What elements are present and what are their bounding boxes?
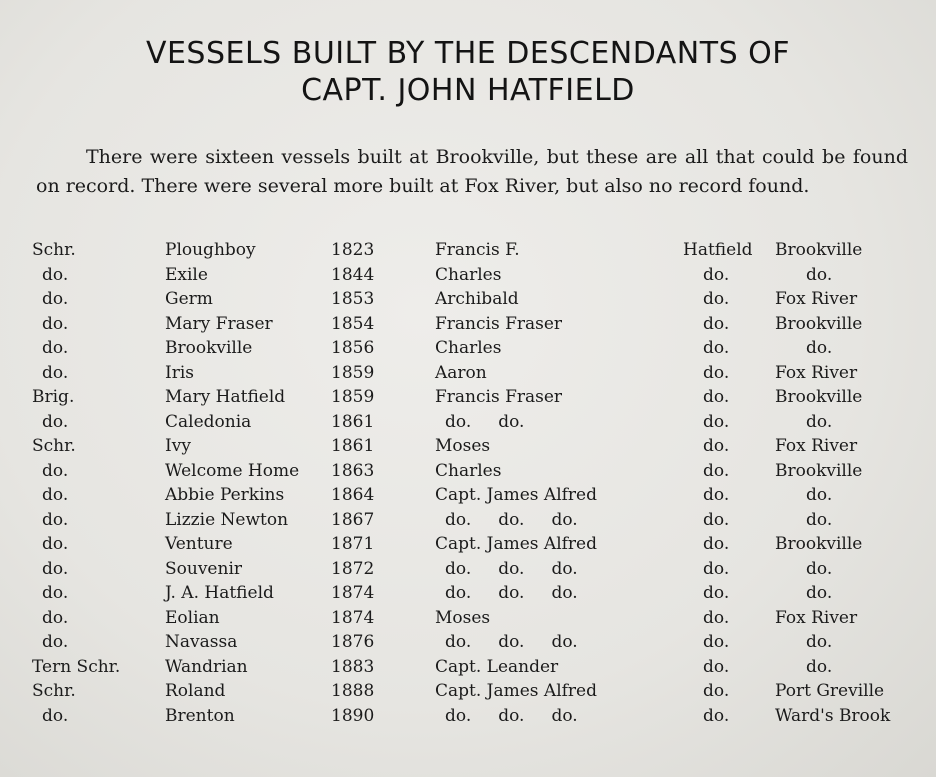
vessel-family: do. <box>703 632 730 652</box>
vessel-family: do. <box>703 534 730 554</box>
vessel-family: do. <box>703 681 730 701</box>
vessel-family: do. <box>703 705 730 726</box>
vessel-type: do. <box>42 338 69 358</box>
vessel-year: 1890 <box>331 705 375 726</box>
table-row <box>0 312 936 337</box>
table-row <box>0 434 936 459</box>
vessel-year: 1844 <box>331 264 375 285</box>
vessel-year: 1856 <box>331 338 375 358</box>
vessel-type: do. <box>42 558 69 579</box>
vessel-year: 1874 <box>331 607 375 628</box>
table-row <box>0 459 936 484</box>
vessel-builder: Capt. James Alfred <box>435 485 597 505</box>
vessel-place: do. <box>806 558 833 579</box>
vessel-place: do. <box>806 338 833 358</box>
vessel-family: do. <box>703 485 730 505</box>
vessel-builder: Capt. James Alfred <box>435 681 597 701</box>
vessel-family: do. <box>703 313 730 334</box>
vessel-name: Souvenir <box>165 558 243 579</box>
vessel-name: Abbie Perkins <box>165 485 285 505</box>
vessel-type: do. <box>42 362 69 383</box>
vessel-family: do. <box>703 338 730 358</box>
vessel-type: do. <box>42 264 69 285</box>
vessel-type: Brig. <box>32 387 75 407</box>
vessel-place: Ward's Brook <box>775 705 891 726</box>
table-row <box>0 704 936 729</box>
vessel-builder: Aaron <box>435 362 487 383</box>
vessel-builder: Francis Fraser <box>435 313 563 334</box>
vessel-name: Brookville <box>165 338 253 358</box>
table-row <box>0 238 936 263</box>
vessels-table <box>0 238 936 728</box>
vessel-name: Iris <box>165 362 195 383</box>
vessel-name: Wandrian <box>165 656 248 677</box>
vessel-place: Fox River <box>775 436 858 456</box>
table-row <box>0 385 936 410</box>
vessel-name: Welcome Home <box>165 460 300 481</box>
vessel-place: Fox River <box>775 607 858 628</box>
table-row <box>0 581 936 606</box>
vessel-builder: do. do. do. <box>445 509 578 530</box>
vessel-place: do. <box>806 509 833 530</box>
vessel-family: do. <box>703 607 730 628</box>
vessel-year: 1861 <box>331 411 375 432</box>
table-row <box>0 630 936 655</box>
vessel-year: 1859 <box>331 387 375 407</box>
vessel-year: 1861 <box>331 436 375 456</box>
vessel-name: Caledonia <box>165 411 252 432</box>
vessel-type: do. <box>42 460 69 481</box>
vessel-type: do. <box>42 583 69 603</box>
table-row <box>0 532 936 557</box>
vessel-year: 1859 <box>331 362 375 383</box>
vessel-name: Venture <box>165 534 233 554</box>
vessel-year: 1823 <box>331 240 375 260</box>
vessel-family: do. <box>703 656 730 677</box>
vessel-builder: Charles <box>435 460 502 481</box>
vessel-name: Mary Fraser <box>165 313 273 334</box>
vessel-name: Mary Hatfield <box>165 387 286 407</box>
vessel-place: Brookville <box>775 240 863 260</box>
vessel-type: do. <box>42 534 69 554</box>
vessel-type: do. <box>42 485 69 505</box>
vessel-year: 1876 <box>331 632 375 652</box>
vessel-builder: Charles <box>435 264 502 285</box>
table-row <box>0 410 936 435</box>
intro-paragraph: There were sixteen vessels built at Brookville, but these are all that could be found on record. There were several more built at Fox River, but also no record found. <box>36 146 908 197</box>
table-row <box>0 508 936 533</box>
vessel-family: do. <box>703 387 730 407</box>
vessel-name: Ivy <box>165 436 191 456</box>
page-title-line-1: VESSELS BUILT BY THE DESCENDANTS OF <box>145 36 791 71</box>
table-row <box>0 655 936 680</box>
vessel-family: do. <box>703 264 730 285</box>
vessel-year: 1864 <box>331 485 375 505</box>
table-row <box>0 679 936 704</box>
vessel-type: Schr. <box>32 436 76 456</box>
vessel-name: Lizzie Newton <box>165 509 289 530</box>
vessel-builder: Archibald <box>435 289 519 309</box>
vessel-place: do. <box>806 411 833 432</box>
vessel-family: Hatfield <box>683 240 753 260</box>
vessel-name: J. A. Hatfield <box>165 583 274 603</box>
vessel-type: do. <box>42 411 69 432</box>
vessel-place: do. <box>806 264 833 285</box>
vessel-year: 1863 <box>331 460 375 481</box>
vessel-builder: do. do. do. <box>445 705 578 726</box>
vessel-year: 1888 <box>331 681 375 701</box>
table-row <box>0 336 936 361</box>
vessel-year: 1854 <box>331 313 375 334</box>
table-row <box>0 483 936 508</box>
vessel-place: do. <box>806 583 833 603</box>
vessel-name: Brenton <box>165 705 235 726</box>
vessel-type: do. <box>42 289 69 309</box>
vessel-family: do. <box>703 411 730 432</box>
vessel-type: do. <box>42 607 69 628</box>
vessel-place: Brookville <box>775 460 863 481</box>
vessel-name: Roland <box>165 681 226 701</box>
vessel-place: Fox River <box>775 362 858 383</box>
vessel-builder: Francis Fraser <box>435 387 563 407</box>
vessel-type: do. <box>42 705 69 726</box>
vessel-family: do. <box>703 436 730 456</box>
vessel-name: Ploughboy <box>165 240 256 260</box>
vessel-year: 1872 <box>331 558 375 579</box>
vessel-year: 1853 <box>331 289 375 309</box>
table-row <box>0 263 936 288</box>
vessel-name: Germ <box>165 289 213 309</box>
vessel-family: do. <box>703 362 730 383</box>
vessel-builder: do. do. do. <box>445 632 578 652</box>
vessel-place: Brookville <box>775 313 863 334</box>
vessel-year: 1874 <box>331 583 375 603</box>
vessel-builder: do. do. do. <box>445 558 578 579</box>
vessel-name: Eolian <box>165 607 220 628</box>
vessel-family: do. <box>703 558 730 579</box>
vessel-place: do. <box>806 632 833 652</box>
vessel-builder: do. do. <box>445 411 525 432</box>
vessel-year: 1871 <box>331 534 375 554</box>
vessel-builder: Charles <box>435 338 502 358</box>
vessel-place: do. <box>806 485 833 505</box>
table-row <box>0 361 936 386</box>
vessel-family: do. <box>703 289 730 309</box>
vessel-type: do. <box>42 632 69 652</box>
vessel-place: Brookville <box>775 534 863 554</box>
table-row <box>0 287 936 312</box>
vessel-type: do. <box>42 509 69 530</box>
vessel-place: Fox River <box>775 289 858 309</box>
vessel-place: do. <box>806 656 833 677</box>
vessel-builder: Capt. James Alfred <box>435 534 597 554</box>
vessel-type: Tern Schr. <box>32 656 121 677</box>
table-row <box>0 557 936 582</box>
vessel-family: do. <box>703 509 730 530</box>
vessel-type: do. <box>42 313 69 334</box>
vessel-builder: Moses <box>435 607 491 628</box>
vessel-builder: Francis F. <box>435 240 520 260</box>
table-row <box>0 606 936 631</box>
page-title-line-2: CAPT. JOHN HATFIELD <box>301 73 635 108</box>
vessel-builder: Moses <box>435 436 491 456</box>
vessel-place: Port Greville <box>775 681 885 701</box>
vessel-builder: do. do. do. <box>445 583 578 603</box>
vessel-family: do. <box>703 583 730 603</box>
vessel-place: Brookville <box>775 387 863 407</box>
vessel-year: 1883 <box>331 656 375 677</box>
vessel-builder: Capt. Leander <box>435 656 559 677</box>
vessel-year: 1867 <box>331 509 375 530</box>
vessel-type: Schr. <box>32 681 76 701</box>
vessel-type: Schr. <box>32 240 76 260</box>
vessel-name: Exile <box>165 264 208 285</box>
vessel-name: Navassa <box>165 632 238 652</box>
vessel-family: do. <box>703 460 730 481</box>
